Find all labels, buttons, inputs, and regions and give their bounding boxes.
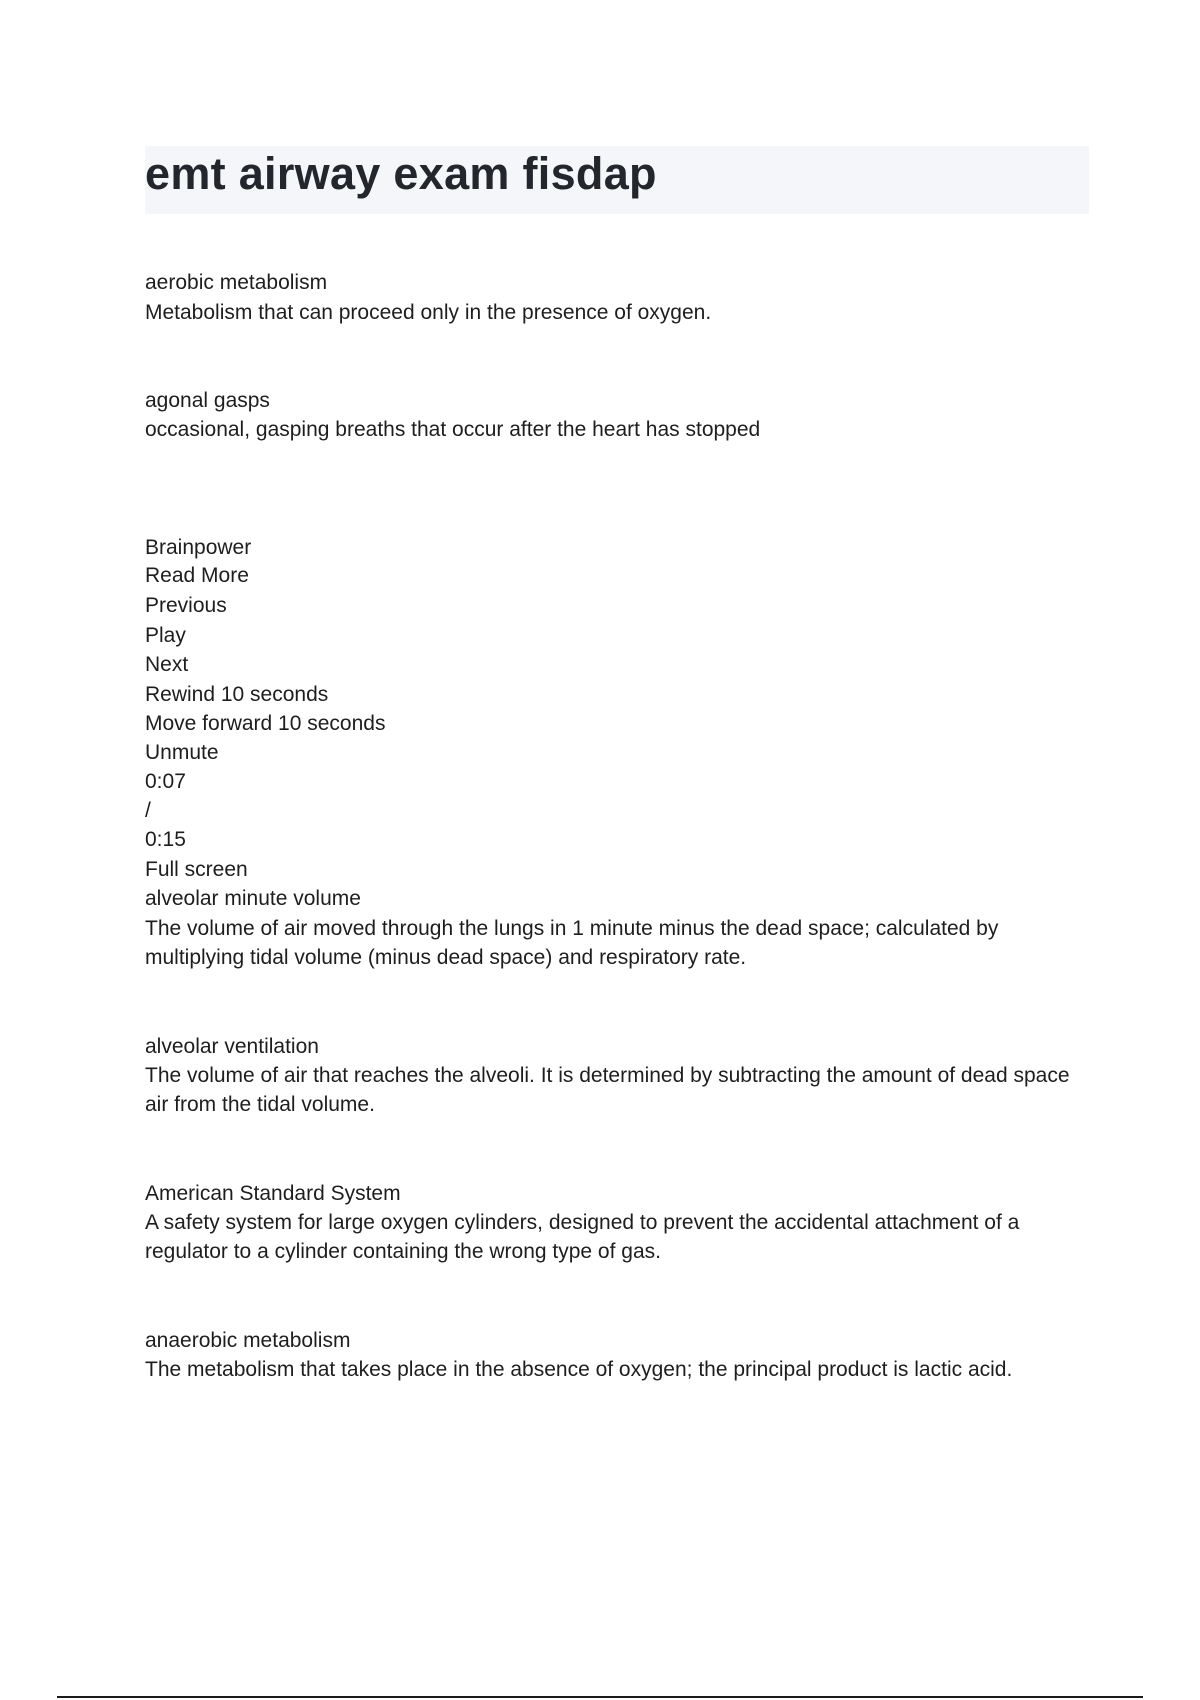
footer-divider (57, 1696, 1143, 1698)
duration: 0:15 (145, 828, 186, 851)
term-definition: occasional, gasping breaths that occur after the heart has stopped (145, 418, 761, 441)
term-definition: A safety system for large oxygen cylinders, designed to prevent the accidental attachment of a regulator to a cylinder containing the wrong type of gas. (145, 1211, 1020, 1263)
previous-button[interactable]: Previous (145, 594, 227, 617)
rewind-button[interactable]: Rewind 10 seconds (145, 683, 329, 706)
play-button[interactable]: Play (145, 624, 186, 647)
term-name: aerobic metabolism (145, 271, 328, 294)
term-name: alveolar minute volume (145, 887, 361, 910)
term-definition: The metabolism that takes place in the absence of oxygen; the principal product is lactic acid. (145, 1358, 1013, 1381)
term-name: anaerobic metabolism (145, 1329, 351, 1352)
page-title: emt airway exam fisdap (145, 148, 657, 199)
current-time: 0:07 (145, 770, 186, 793)
term-name: American Standard System (145, 1182, 401, 1205)
term-definition: The volume of air that reaches the alveoli. It is determined by subtracting the amount of dead space air from the tidal volume. (145, 1064, 1070, 1116)
term-name: alveolar ventilation (145, 1035, 319, 1058)
term-name: agonal gasps (145, 389, 270, 412)
term-definition: Metabolism that can proceed only in the presence of oxygen. (145, 301, 712, 324)
time-separator: / (145, 799, 151, 822)
fullscreen-button[interactable]: Full screen (145, 858, 248, 881)
player-brand: Brainpower (145, 536, 252, 559)
forward-button[interactable]: Move forward 10 seconds (145, 712, 386, 735)
next-button[interactable]: Next (145, 653, 189, 676)
term-definition: The volume of air moved through the lungs in 1 minute minus the dead space; calculated by multiplying tidal volume (minus dead space) and respiratory rate. (145, 917, 999, 969)
unmute-button[interactable]: Unmute (145, 741, 219, 764)
read-more-link[interactable]: Read More (145, 564, 249, 587)
